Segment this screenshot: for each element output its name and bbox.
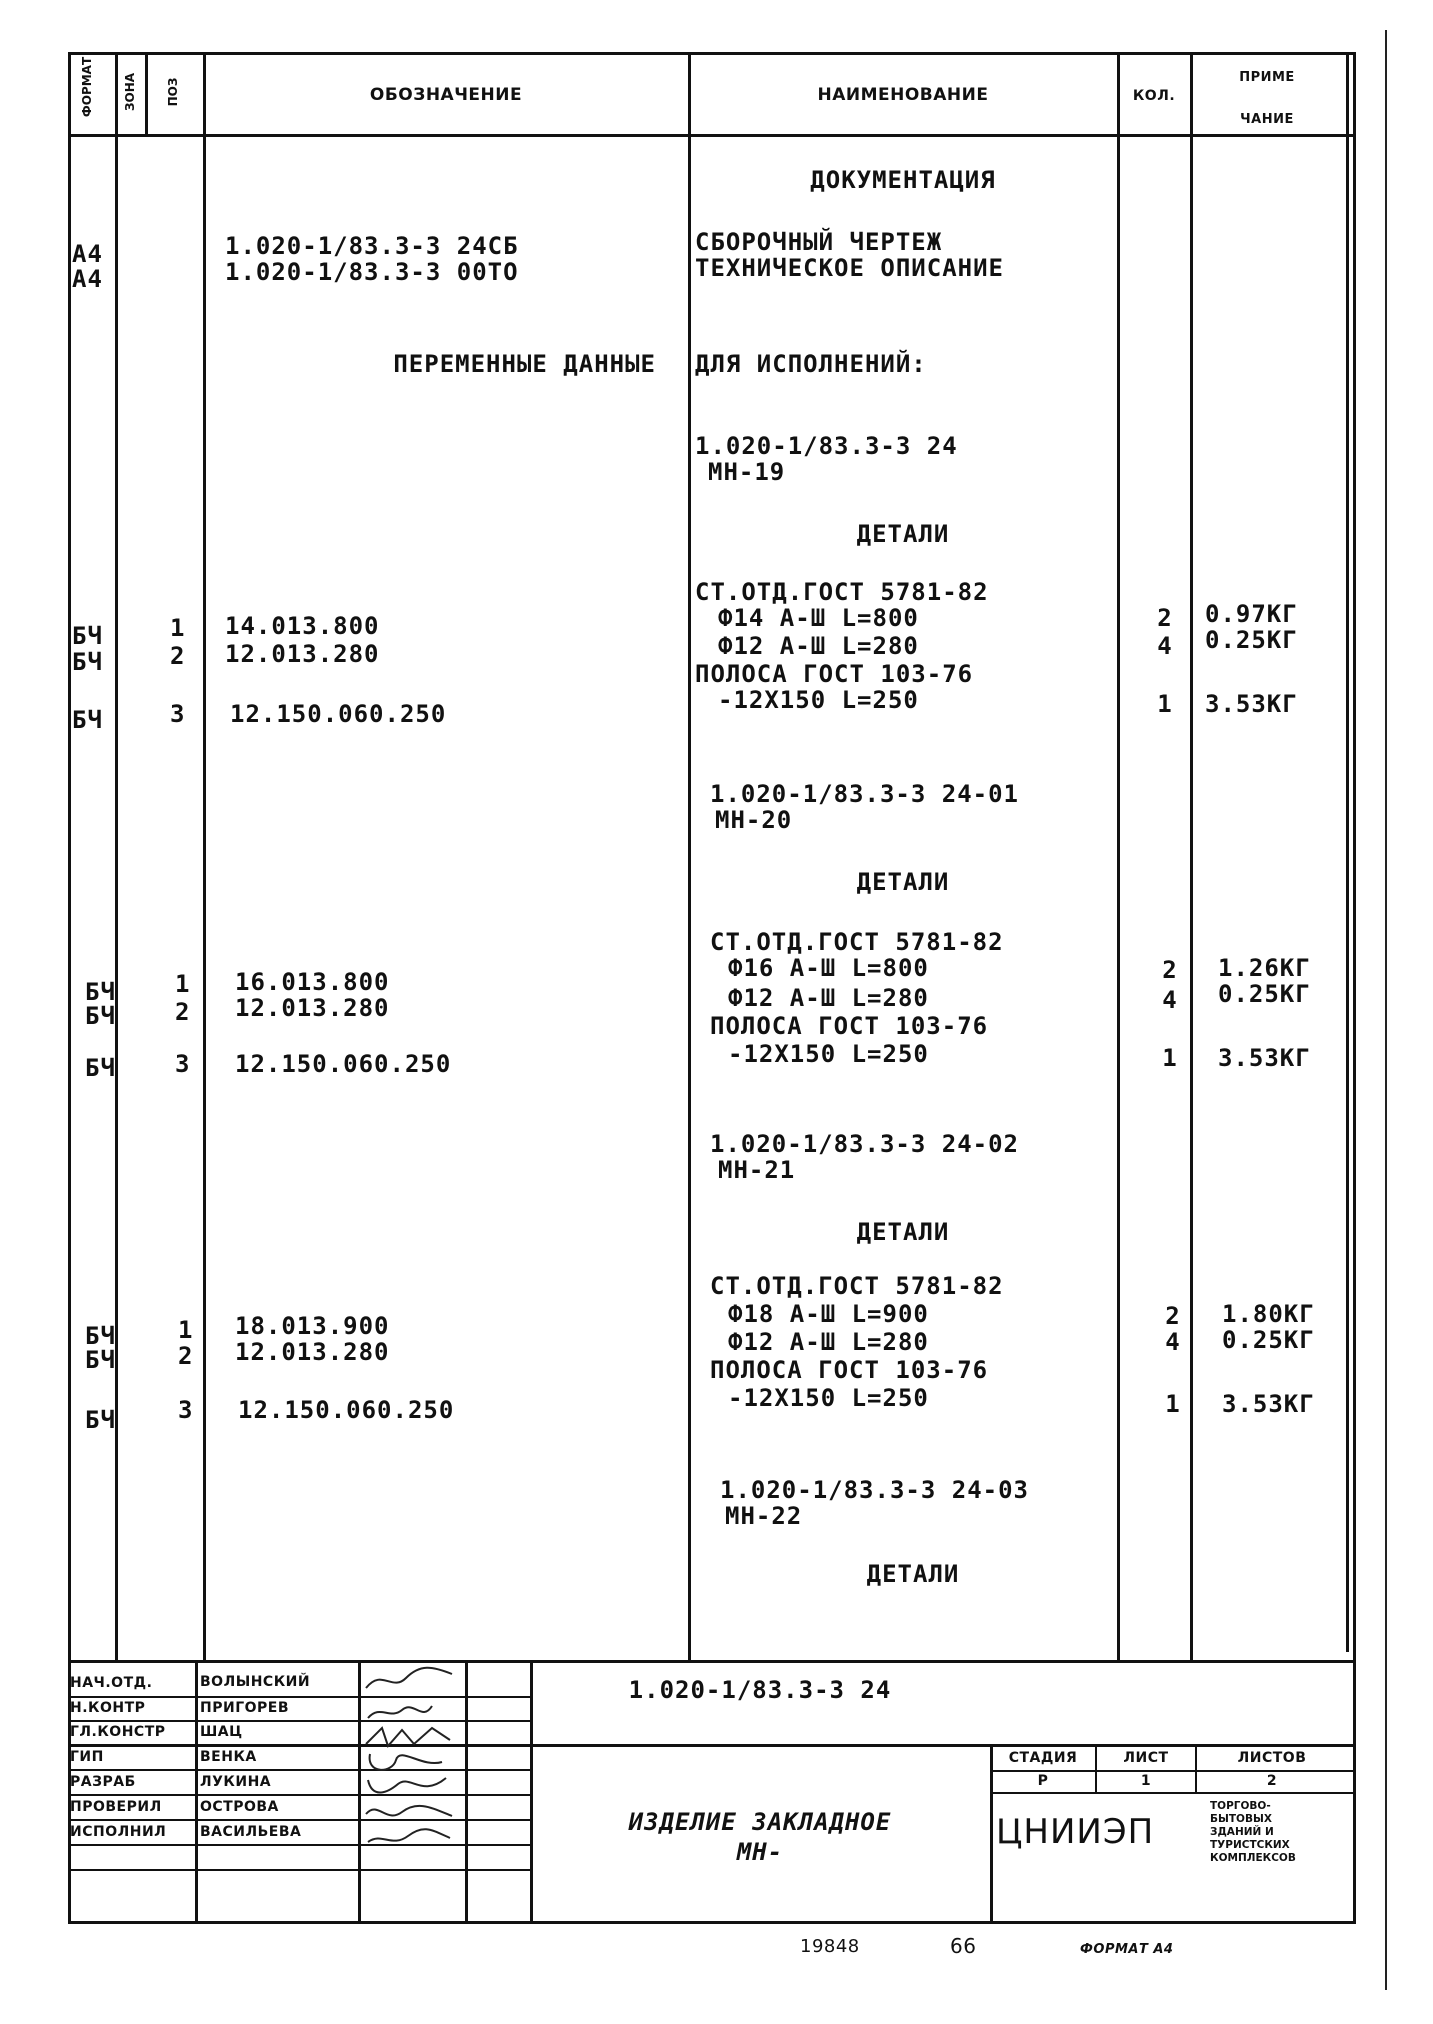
details-title: ДЕТАЛИ <box>856 1218 950 1246</box>
row-note: 1.26КГ <box>1218 954 1311 982</box>
sheet-value: 1 <box>1140 1773 1152 1789</box>
row-pos: 2 <box>175 998 191 1026</box>
org-description <box>1210 1800 1296 1865</box>
variant-code: 1.020-1/83.3-3 24 <box>695 432 958 460</box>
details-title: ДЕТАЛИ <box>856 520 950 548</box>
row-designation: 16.013.800 <box>235 968 390 996</box>
standard-label: СТ.ОТД.ГОСТ 5781-82 <box>710 928 1004 956</box>
person-name: ЛУКИНА <box>200 1774 272 1790</box>
row-qty: 4 <box>1162 986 1178 1014</box>
person-name: ВОЛЫНСКИЙ <box>200 1674 311 1690</box>
frame-right-line <box>1346 52 1349 1652</box>
standard-label: ПОЛОСА ГОСТ 103-76 <box>710 1012 989 1040</box>
row-pos: 3 <box>175 1050 191 1078</box>
row-designation: 18.013.900 <box>235 1312 390 1340</box>
variant-code: 1.020-1/83.3-3 24-02 <box>710 1130 1019 1158</box>
row-format: БЧ <box>85 1406 116 1434</box>
row-name: Ф18 А-Ш L=900 <box>728 1300 929 1328</box>
row-qty: 1 <box>1165 1390 1181 1418</box>
row-format: БЧ <box>72 648 103 676</box>
org-logo: ЦНИИЭП <box>996 1812 1155 1852</box>
sheets-value: 2 <box>1266 1773 1278 1789</box>
row-note: 3.53КГ <box>1205 690 1298 718</box>
doc-row-2-format: А4 <box>72 265 103 293</box>
standard-label: ПОЛОСА ГОСТ 103-76 <box>695 660 974 688</box>
col-line-designation <box>688 52 691 1662</box>
footer-format: ФОРМАТ А4 <box>1080 1942 1174 1957</box>
tb-stage-line <box>990 1770 1356 1772</box>
tb-row-line <box>68 1819 530 1821</box>
role-label: ГЛ.КОНСТР <box>70 1724 166 1740</box>
row-pos: 1 <box>175 970 191 998</box>
variant-mark: МН-21 <box>718 1156 796 1184</box>
tb-line-date <box>530 1660 533 1924</box>
variant-mark: МН-20 <box>715 806 793 834</box>
tb-row-line <box>68 1769 530 1771</box>
doc-row-1-name: СБОРОЧНЫЙ ЧЕРТЕЖ <box>695 228 943 256</box>
stage-value: Р <box>1037 1773 1049 1789</box>
row-qty: 4 <box>1165 1328 1181 1356</box>
row-format: БЧ <box>72 622 103 650</box>
sheet-label: ЛИСТ <box>1123 1750 1169 1766</box>
row-qty: 2 <box>1157 604 1173 632</box>
variant-code: 1.020-1/83.3-3 24-01 <box>710 780 1019 808</box>
row-name: Ф12 А-Ш L=280 <box>718 632 919 660</box>
row-pos: 3 <box>170 700 186 728</box>
row-designation: 12.013.280 <box>225 640 380 668</box>
variant-mark: МН-19 <box>708 458 786 486</box>
sheets-label: ЛИСТОВ <box>1237 1750 1307 1766</box>
person-name: ШАЦ <box>200 1724 243 1740</box>
footer-number: 19848 <box>800 1936 860 1957</box>
row-qty: 1 <box>1162 1044 1178 1072</box>
doc-row-1-format: А4 <box>72 240 103 268</box>
row-name: -12Х150 L=250 <box>728 1040 929 1068</box>
doc-code: 1.020-1/83.3-3 24 <box>628 1676 892 1704</box>
tb-row-line <box>68 1720 530 1722</box>
row-format: БЧ <box>85 978 116 1006</box>
row-designation: 14.013.800 <box>225 612 380 640</box>
col-line-pos <box>203 52 206 1662</box>
standard-label: ПОЛОСА ГОСТ 103-76 <box>710 1356 989 1384</box>
role-label: ГИП <box>70 1749 104 1765</box>
tb-stage-line <box>990 1792 1356 1794</box>
row-note: 3.53КГ <box>1222 1390 1315 1418</box>
tb-row-line-main <box>68 1744 1356 1747</box>
org-desc-line: БЫТОВЫХ <box>1210 1813 1272 1825</box>
org-desc-line: ТОРГОВО- <box>1210 1800 1271 1812</box>
row-name: Ф12 А-Ш L=280 <box>728 984 929 1012</box>
tb-row-line <box>68 1794 530 1796</box>
row-format: БЧ <box>85 1346 116 1374</box>
row-qty: 4 <box>1157 632 1173 660</box>
row-name: Ф16 А-Ш L=800 <box>728 954 929 982</box>
header-name: НАИМЕНОВАНИЕ <box>817 85 989 105</box>
row-pos: 2 <box>170 642 186 670</box>
row-pos: 1 <box>178 1316 194 1344</box>
header-note-1: ПРИМЕ <box>1239 70 1295 85</box>
standard-label: СТ.ОТД.ГОСТ 5781-82 <box>710 1272 1004 1300</box>
product-name: ИЗДЕЛИЕ ЗАКЛАДНОЕ <box>628 1808 892 1836</box>
tb-row-line <box>68 1869 530 1871</box>
doc-row-2-name: ТЕХНИЧЕСКОЕ ОПИСАНИЕ <box>695 254 1004 282</box>
row-format: БЧ <box>85 1322 116 1350</box>
org-desc-line: КОМПЛЕКСОВ <box>1210 1852 1296 1864</box>
signature-image <box>362 1822 458 1852</box>
title-block-top-line <box>68 1660 1356 1663</box>
person-name: ПРИГОРЕВ <box>200 1700 290 1716</box>
header-note-2: ЧАНИЕ <box>1240 112 1294 127</box>
header-qty: КОЛ. <box>1132 88 1176 104</box>
standard-label: СТ.ОТД.ГОСТ 5781-82 <box>695 578 989 606</box>
product-mark: МН- <box>736 1838 784 1866</box>
person-name: ВАСИЛЬЕВА <box>200 1824 302 1840</box>
row-format: БЧ <box>85 1054 116 1082</box>
variable-for-label: ДЛЯ ИСПОЛНЕНИЙ: <box>695 350 927 378</box>
row-designation: 12.013.280 <box>235 1338 390 1366</box>
doc-row-1-designation: 1.020-1/83.3-3 24СБ <box>225 232 519 260</box>
role-label: РАЗРАБ <box>70 1774 136 1790</box>
variant-mark: МН-22 <box>725 1502 803 1530</box>
tb-line-name <box>358 1660 361 1924</box>
row-qty: 2 <box>1162 956 1178 984</box>
signature-image <box>362 1664 458 1694</box>
row-note: 1.80КГ <box>1222 1300 1315 1328</box>
row-pos: 2 <box>178 1342 194 1370</box>
details-title: ДЕТАЛИ <box>856 868 950 896</box>
row-qty: 1 <box>1157 690 1173 718</box>
header-bottom-line <box>68 134 1356 137</box>
details-title: ДЕТАЛИ <box>866 1560 960 1588</box>
footer-page-number: 66 <box>950 1934 977 1958</box>
row-name: -12Х150 L=250 <box>728 1384 929 1412</box>
variable-data-label: ПЕРЕМЕННЫЕ ДАННЫЕ <box>393 350 656 378</box>
row-qty: 2 <box>1165 1302 1181 1330</box>
row-format: БЧ <box>85 1002 116 1030</box>
stage-label: СТАДИЯ <box>1008 1750 1078 1766</box>
row-note: 0.97КГ <box>1205 600 1298 628</box>
col-line-zone <box>145 52 148 134</box>
row-name: Ф14 А-Ш L=800 <box>718 604 919 632</box>
tb-row-line <box>68 1844 530 1846</box>
row-name: -12Х150 L=250 <box>718 686 919 714</box>
person-name: ОСТРОВА <box>200 1799 279 1815</box>
org-desc-line: ЗДАНИЙ И <box>1210 1826 1274 1838</box>
header-designation: ОБОЗНАЧЕНИЕ <box>369 85 523 105</box>
person-name: ВЕНКА <box>200 1749 257 1765</box>
header-format: ФОРМАТ <box>80 56 94 118</box>
col-line-qty <box>1190 52 1193 1662</box>
row-note: 0.25КГ <box>1222 1326 1315 1354</box>
role-label: Н.КОНТР <box>70 1700 146 1716</box>
section-title-documentation: ДОКУМЕНТАЦИЯ <box>810 166 996 194</box>
org-desc-line: ТУРИСТСКИХ <box>1210 1839 1290 1851</box>
sheet-edge-line <box>1385 30 1387 1990</box>
row-format: БЧ <box>72 706 103 734</box>
variant-code: 1.020-1/83.3-3 24-03 <box>720 1476 1029 1504</box>
row-designation: 12.150.060.250 <box>238 1396 455 1424</box>
row-name: Ф12 А-Ш L=280 <box>728 1328 929 1356</box>
header-pos: ПОЗ <box>166 77 180 107</box>
row-pos: 3 <box>178 1396 194 1424</box>
header-zone: ЗОНА <box>123 72 137 112</box>
role-label: ИСПОЛНИЛ <box>70 1824 167 1840</box>
row-note: 0.25КГ <box>1205 626 1298 654</box>
role-label: ПРОВЕРИЛ <box>70 1799 162 1815</box>
row-note: 3.53КГ <box>1218 1044 1311 1072</box>
tb-line-sign <box>465 1660 468 1924</box>
row-designation: 12.150.060.250 <box>235 1050 452 1078</box>
col-line-name <box>1117 52 1120 1662</box>
role-label: НАЧ.ОТД. <box>70 1675 153 1691</box>
row-designation: 12.013.280 <box>235 994 390 1022</box>
row-designation: 12.150.060.250 <box>230 700 447 728</box>
doc-row-2-designation: 1.020-1/83.3-3 00ТО <box>225 258 519 286</box>
row-pos: 1 <box>170 614 186 642</box>
row-note: 0.25КГ <box>1218 980 1311 1008</box>
tb-line-role <box>195 1660 198 1924</box>
tb-row-line <box>68 1696 530 1698</box>
